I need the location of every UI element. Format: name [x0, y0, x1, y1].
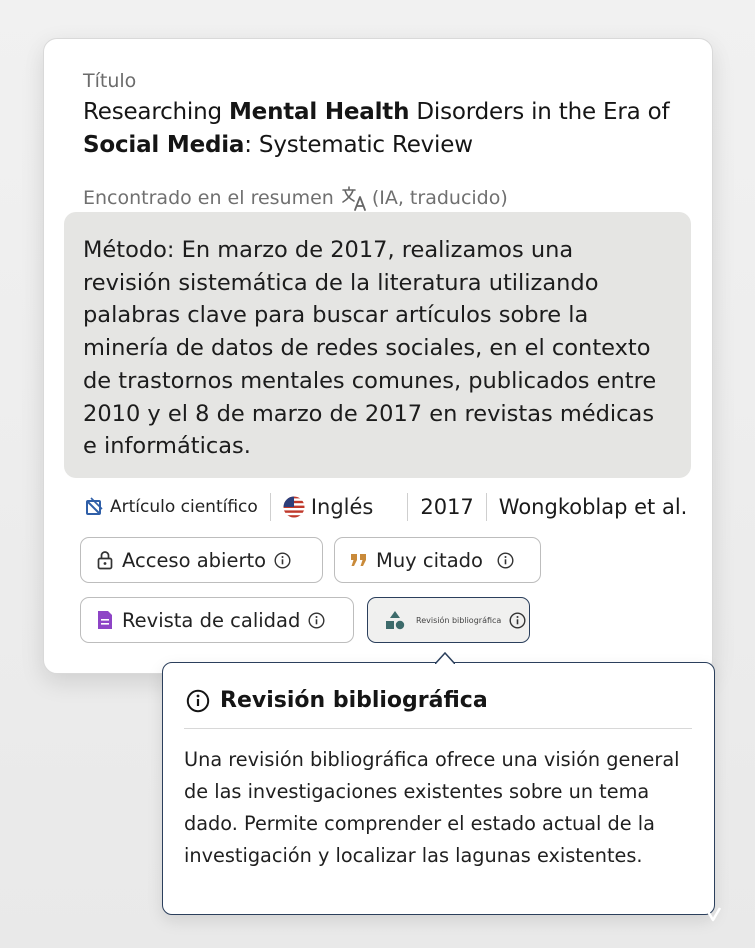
badge-label: Revisión bibliográfica — [416, 615, 502, 625]
meta-divider — [407, 493, 408, 521]
title-segment: Disorders in the Era of — [409, 99, 670, 125]
meta-year: 2017 — [420, 495, 474, 519]
info-icon[interactable] — [308, 612, 325, 629]
title-segment: : Systematic Review — [244, 132, 473, 158]
info-icon[interactable] — [509, 612, 526, 629]
tooltip-title-text: Revisión bibliográfica — [220, 688, 488, 713]
meta-language — [283, 495, 374, 519]
meta-divider — [486, 493, 487, 521]
us-flag-icon — [283, 496, 305, 518]
quote-icon — [350, 553, 368, 567]
info-icon[interactable] — [497, 552, 514, 569]
found-in-suffix: (IA, traducido) — [371, 187, 508, 209]
meta-language-label: Inglés — [310, 495, 374, 519]
title-segment-bold: Social Media — [83, 132, 245, 158]
badge-highly-cited[interactable] — [334, 537, 541, 583]
badge-literature-review[interactable] — [367, 597, 530, 643]
badge-label: Muy citado — [376, 548, 483, 572]
found-in-label: Encontrado en el resumen — [83, 187, 334, 209]
tooltip-body: Una revisión bibliográfica ofrece una visión general de las investigaciones existentes sobre un tema dado. Permite comprender el estado actual de la investigación y localizar las lagunas existentes. — [184, 748, 680, 867]
tooltip-arrow — [435, 651, 455, 664]
found-in-row — [83, 184, 508, 212]
info-icon — [186, 689, 210, 713]
shapes-icon — [384, 610, 406, 630]
article-icon — [84, 497, 104, 517]
badge-label: Acceso abierto — [122, 548, 267, 572]
title-segment: Researching — [83, 99, 229, 125]
journal-icon — [96, 610, 114, 630]
paper-title[interactable] — [83, 96, 683, 162]
badge-open-access[interactable] — [80, 537, 323, 583]
badge-label: Revista de calidad — [122, 608, 301, 632]
title-segment-bold: Mental Health — [228, 99, 410, 125]
lock-icon — [96, 550, 114, 570]
translate-icon — [340, 184, 368, 212]
tooltip-divider — [184, 728, 692, 729]
meta-divider — [270, 493, 271, 521]
abstract-excerpt: Método: En marzo de 2017, realizamos una revisión sistemática de la literatura utilizando palabras clave para buscar artículos sobre la minería de datos de redes sociales, en el contexto de trastornos mentales comunes, publicados entre 2010 y el 8 de marzo de 2017 en revistas médicas e informáticas. — [64, 212, 691, 478]
meta-type-label: Artículo científico — [110, 497, 258, 517]
info-icon[interactable] — [274, 552, 291, 569]
title-label: Título — [83, 70, 137, 92]
badge-quality-journal[interactable] — [80, 597, 354, 643]
meta-row — [84, 490, 699, 524]
meta-authors[interactable]: Wongkoblap et al. — [498, 495, 688, 519]
tooltip-title — [186, 688, 488, 713]
corner-logo-icon — [702, 902, 724, 924]
meta-type — [84, 497, 258, 517]
